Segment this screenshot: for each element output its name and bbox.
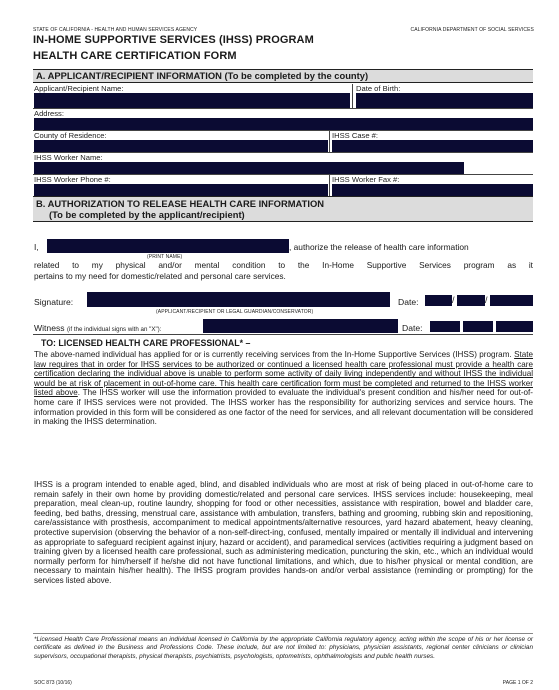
date-separator: /	[452, 295, 455, 305]
divider	[33, 152, 533, 153]
dob-label: Date of Birth:	[356, 84, 401, 93]
witness-date-day-field[interactable]	[463, 321, 493, 332]
witness-date-month-field[interactable]	[430, 321, 460, 332]
worker-fax-label: IHSS Worker Fax #:	[332, 175, 400, 184]
form-title-line2: HEALTH CARE CERTIFICATION FORM	[33, 50, 237, 62]
address-label: Address:	[34, 109, 64, 118]
case-number-field[interactable]	[332, 140, 533, 152]
worker-phone-label: IHSS Worker Phone #:	[34, 175, 111, 184]
county-label: County of Residence:	[34, 131, 107, 140]
form-title-line1: IN-HOME SUPPORTIVE SERVICES (IHSS) PROGRAM	[33, 34, 314, 46]
worker-fax-field[interactable]	[332, 184, 533, 196]
signature-label: Signature:	[34, 297, 74, 307]
signature-caption: (APPLICANT/RECIPIENT OR LEGAL GUARDIAN/CONSERVATOR)	[156, 309, 314, 315]
section-b-heading-line2: (To be completed by the applicant/recipient)	[49, 208, 245, 220]
print-name-field[interactable]	[47, 239, 289, 253]
witness-date-label: Date:	[402, 323, 423, 333]
divider	[33, 108, 533, 109]
divider	[329, 175, 330, 196]
form-number: SOC 873 (10/16)	[34, 680, 72, 686]
applicant-name-field[interactable]	[34, 93, 350, 108]
professional-paragraph-1	[34, 350, 533, 427]
professional-heading: TO: LICENSED HEALTH CARE PROFESSIONAL* –	[41, 338, 251, 348]
signature-field[interactable]	[87, 292, 390, 307]
worker-name-field[interactable]	[34, 162, 464, 174]
section-b-heading-line1: B. AUTHORIZATION TO RELEASE HEALTH CARE INFORMATION	[36, 198, 325, 209]
divider	[33, 633, 533, 634]
date-separator: /	[485, 295, 488, 305]
address-field[interactable]	[34, 118, 533, 130]
witness-row	[34, 323, 161, 333]
date-label: Date:	[398, 297, 419, 307]
agency-label: STATE OF CALIFORNIA - HEALTH AND HUMAN SERVICES AGENCY	[33, 27, 198, 33]
pertains-text: pertains to my need for domestic/related and personal care services.	[34, 271, 286, 281]
professional-paragraph-2: IHSS is a program intended to enable aged, blind, and disabled individuals who are most at risk of being placed in out-of-home care to remain safely in their own home by providing domestic/related and personal care services. IHSS services include: housekeeping, meal preparation, meal clean-up, routine laundry, shopping for food or other necessities, assistance with respiration, bowel and bladder care, feeding, bed baths, dressing, menstrual care, assistance with ambulation, transfers, bathing and grooming, rubbing skin and repositioning, care/assistance with prosthesis, accompaniment to medical appointments/alternative resources, yard hazard abatement, heavy cleaning, protective supervision (observing the behavior of a non-self-direct-ing, confused, mentally impaired or mentally ill individual and intervening as appropriate to safeguard recipient against injury, hazard or accident), and paramedical services (activities requiring a judgment based on training given by a licensed health care professional, such as administering medication, puncturing the skin, etc., which an individual would normally perform for him/herself if he/she did not have functional limitations, and which, due to his/her physical or mental condition, are necessary to maintain his/her health). The IHSS program provides hands-on and/or verbal assistance (reminding or prompting) for the services listed above.	[34, 480, 533, 585]
section-b-heading	[33, 196, 533, 222]
worker-phone-field[interactable]	[34, 184, 328, 196]
related-text: related to my physical and/or mental condition to the In-Home Supportive Services program as it	[34, 260, 533, 270]
divider	[352, 84, 353, 108]
print-name-caption: (PRINT NAME)	[147, 254, 183, 260]
witness-label: Witness	[34, 323, 65, 333]
applicant-name-label: Applicant/Recipient Name:	[34, 84, 124, 93]
witness-date-year-field[interactable]	[496, 321, 533, 332]
divider	[33, 334, 533, 335]
section-a-heading: A. APPLICANT/RECIPIENT INFORMATION (To be completed by the county)	[33, 69, 533, 83]
county-field[interactable]	[34, 140, 328, 152]
date-year-field[interactable]	[490, 295, 533, 306]
p1-underlined: State law requires that in order for IHSS services to be authorized or continued a licensed health care professional must provide a health care certification declaring the individual above is unable to perform some activity of daily living independently and without IHSS the individual would be at risk of placement in out-of-home care. This health care certification form must be completed and returned to the IHSS worker listed above	[34, 350, 533, 398]
case-number-label: IHSS Case #:	[332, 131, 379, 140]
witness-signature-field[interactable]	[203, 319, 398, 333]
date-day-field[interactable]	[457, 295, 485, 306]
witness-note: (if the individual signs with an "X"):	[66, 326, 162, 333]
divider	[33, 130, 533, 131]
footnote: *Licensed Health Care Professional means an individual licensed in California by the appropriate California regulatory agency, acting within the scope of his or her license or certificate as defined in the Business and Professions Code. These include, but are not limited to: physicians, physician assistants, regional center clinicians or clinician supervisors, occupational therapists, physical therapists, psychiatrists, psychologists, optometrists, ophthalmologists and public health nurses.	[34, 636, 533, 660]
department-label: CALIFORNIA DEPARTMENT OF SOCIAL SERVICES	[410, 27, 534, 33]
date-month-field[interactable]	[425, 295, 452, 306]
divider	[329, 131, 330, 152]
p1-rest: . The IHSS worker will use the information provided to evaluate the individual's present condition and his/her need for out-of-home care if IHSS services were not provided. The IHSS worker has the responsibility for authorizing services and service hours. The information provided in this form will be considered as one factor of the need for services, and all relevant documentation will be considered in making the IHSS determination.	[34, 388, 533, 427]
page-number: PAGE 1 OF 2	[502, 680, 533, 686]
p1-intro: The above-named individual has applied for or is currently receiving services from the In-Home Supportive Services (IHSS) program.	[34, 350, 515, 359]
i-label: I,	[34, 242, 39, 252]
authorize-text: , authorize the release of health care information	[289, 242, 469, 252]
dob-field[interactable]	[356, 93, 533, 108]
worker-name-label: IHSS Worker Name:	[34, 153, 103, 162]
